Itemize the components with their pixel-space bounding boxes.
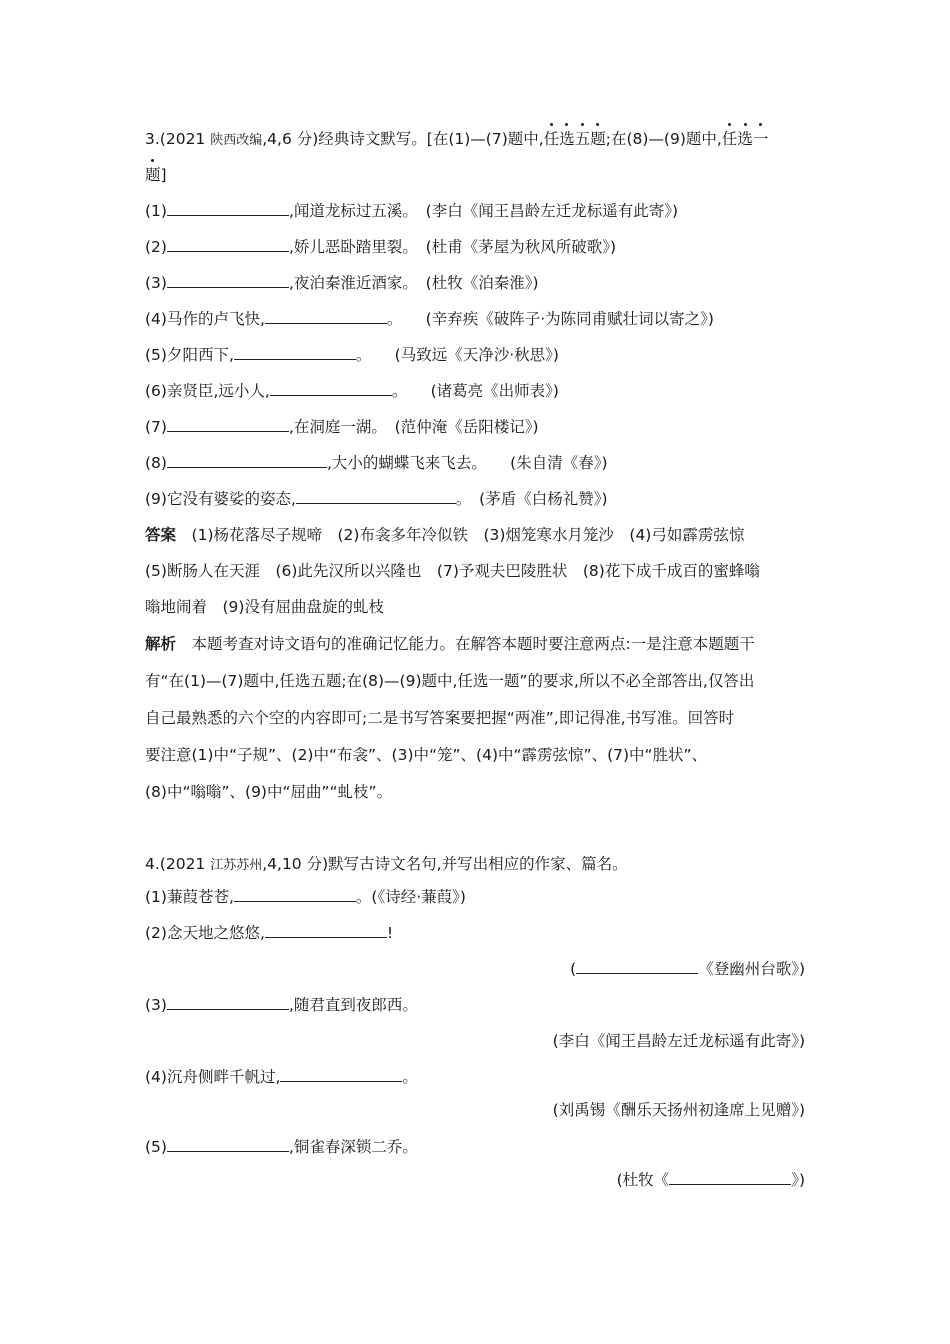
q4-item-text: 。 bbox=[402, 1068, 418, 1086]
q4-item-3 bbox=[145, 994, 418, 1016]
analysis-text: (8)中“嗡嗡”、(9)中“屈曲”“虬枝”。 bbox=[145, 783, 393, 801]
q3-analysis-line-2 bbox=[145, 670, 754, 692]
analysis-text: 有“在(1)—(7)题中,任选五题;在(8)—(9)题中,任选一题”的要求,所以不必全部答出,仅答出 bbox=[145, 672, 755, 690]
answer-blank[interactable] bbox=[234, 345, 356, 360]
q4-source-year: (2021 bbox=[159, 855, 211, 873]
q4-item-text: ! bbox=[386, 924, 394, 942]
q3-title-mid: ;在(8)—(9)题中, bbox=[605, 130, 722, 148]
q3-item-prefix: (4)马作的卢飞快, bbox=[145, 310, 265, 328]
q3-answer-line-1 bbox=[145, 524, 744, 546]
q3-item-5 bbox=[145, 344, 559, 366]
q3-item-8 bbox=[145, 452, 608, 474]
q4-item-4 bbox=[145, 1066, 418, 1088]
author-blank[interactable] bbox=[576, 959, 698, 974]
q3-item-source: (茅盾《白杨礼赞》) bbox=[479, 490, 608, 508]
q3-item-text: ,闻道龙标过五溪。 bbox=[288, 202, 411, 220]
analysis-text: 要注意(1)中“子规”、(2)中“布衾”、(3)中“笼”、(4)中“霹雳弦惊”、(7)中“胜状”、 bbox=[145, 746, 708, 764]
emph-char: 选 bbox=[737, 130, 753, 148]
q3-analysis-line-4 bbox=[145, 744, 707, 766]
q3-item-source: (李白《闻王昌龄左迁龙标遥有此寄》) bbox=[425, 202, 679, 220]
q4-item-4-source bbox=[553, 1099, 805, 1121]
answer-blank[interactable] bbox=[265, 309, 387, 324]
q4-item-prefix: (1)蒹葭苍苍, bbox=[145, 888, 234, 906]
q3-item-prefix: (9)它没有婆娑的姿态, bbox=[145, 490, 296, 508]
q4-item-text: 。(《诗经·蒹葭》) bbox=[355, 888, 466, 906]
q4-source-suffix: 《登幽州台歌》) bbox=[698, 960, 805, 978]
q3-item-source: (辛弃疾《破阵子·为陈同甫赋壮词以寄之》) bbox=[425, 310, 714, 328]
q3-item-7 bbox=[145, 416, 539, 438]
q3-source-year: (2021 bbox=[159, 130, 211, 148]
q3-item-prefix: (6)亲贤臣,远小人, bbox=[145, 382, 270, 400]
q3-item-text: 。 bbox=[355, 346, 364, 364]
q3-analysis-line-3 bbox=[145, 707, 734, 729]
q4-item-prefix: (2)念天地之悠悠, bbox=[145, 924, 265, 942]
q3-item-source: (诸葛亮《出师表》) bbox=[430, 382, 559, 400]
q3-title-text: 经典诗文默写。[在(1)—(7)题中, bbox=[318, 130, 544, 148]
q3-analysis-line-5 bbox=[145, 781, 392, 803]
q4-item-5 bbox=[145, 1136, 418, 1158]
answer-blank[interactable] bbox=[280, 1067, 402, 1082]
q3-item-source: (朱自清《春》) bbox=[510, 454, 608, 472]
q4-item-prefix: (3) bbox=[145, 996, 167, 1014]
answer-text: (5)断肠人在天涯 (6)此先汉所以兴隆也 (7)予观夫巴陵胜状 (8)花下成千成百的蜜蜂嗡 bbox=[145, 562, 760, 580]
answer-blank[interactable] bbox=[167, 273, 289, 288]
q4-source: (李白《闻王昌龄左迁龙标遥有此寄》) bbox=[552, 1032, 805, 1050]
emph-char: 五 bbox=[574, 130, 591, 148]
answer-text: (1)杨花落尽子规啼 (2)布衾多年冷似铁 (3)烟笼寒水月笼沙 (4)弓如霹雳弦惊 bbox=[191, 526, 745, 544]
q4-item-text: ,随君直到夜郎西。 bbox=[288, 996, 418, 1014]
q4-source: (刘禹锡《酬乐天扬州初逢席上见赠》) bbox=[552, 1101, 805, 1119]
answer-text: 嗡地闹着 (9)没有屈曲盘旋的虬枝 bbox=[145, 598, 384, 616]
q4-source-prefix: (杜牧《 bbox=[616, 1171, 670, 1189]
q3-item-text: ,夜泊秦淮近酒家。 bbox=[288, 274, 411, 292]
q3-source-place: 陕西改编 bbox=[210, 133, 263, 148]
q3-title-cont bbox=[145, 164, 167, 186]
q4-item-text: ,铜雀春深锁二乔。 bbox=[288, 1138, 418, 1156]
q4-item-1 bbox=[145, 886, 466, 908]
q4-title-text: 默写古诗文名句,并写出相应的作家、篇名。 bbox=[328, 855, 628, 873]
q4-title bbox=[145, 853, 628, 877]
q3-source-score: ,4,6 分) bbox=[262, 130, 319, 148]
q3-item-prefix: (1) bbox=[145, 202, 167, 220]
q3-analysis-line-1 bbox=[145, 633, 755, 655]
answer-blank[interactable] bbox=[167, 453, 327, 468]
answer-blank[interactable] bbox=[167, 1137, 289, 1152]
emph-char: 任 bbox=[543, 130, 560, 148]
q4-source-suffix: 》) bbox=[791, 1171, 805, 1189]
analysis-text: 本题考查对诗文语句的准确记忆能力。在解答本题时要注意两点:一是注意本题题干 bbox=[191, 635, 755, 653]
q3-item-prefix: (3) bbox=[145, 274, 167, 292]
analysis-label: 解析 bbox=[145, 635, 177, 653]
answer-label: 答案 bbox=[145, 526, 177, 544]
emph-char: 任 bbox=[721, 130, 738, 148]
answer-blank[interactable] bbox=[296, 489, 456, 504]
q3-item-6 bbox=[145, 380, 559, 402]
q3-item-4 bbox=[145, 308, 714, 330]
q3-item-1 bbox=[145, 200, 678, 222]
q3-number: 3. bbox=[145, 130, 160, 148]
analysis-text: 自己最熟悉的六个空的内容即可;二是书写答案要把握“两准”,即记得准,书写准。回答时 bbox=[145, 709, 735, 727]
q3-title bbox=[145, 128, 768, 152]
q3-item-text: 。 bbox=[455, 490, 464, 508]
q3-answer-line-3 bbox=[145, 596, 384, 618]
q4-item-prefix: (4)沉舟侧畔千帆过, bbox=[145, 1068, 281, 1086]
q4-source-place: 江苏苏州 bbox=[210, 858, 263, 873]
q3-item-source: (范仲淹《岳阳楼记》) bbox=[394, 418, 539, 436]
q3-item-2 bbox=[145, 236, 616, 258]
q3-item-text: 。 bbox=[386, 310, 395, 328]
q4-number: 4. bbox=[145, 855, 160, 873]
q3-item-prefix: (7) bbox=[145, 418, 167, 436]
answer-blank[interactable] bbox=[265, 923, 387, 938]
q4-source-prefix: ( bbox=[570, 960, 577, 978]
q3-title-end: ] bbox=[160, 166, 167, 184]
q4-item-2 bbox=[145, 922, 393, 944]
answer-blank[interactable] bbox=[167, 417, 289, 432]
emph-char: 一 bbox=[752, 130, 769, 148]
q3-item-source: (马致远《天净沙·秋思》) bbox=[394, 346, 559, 364]
title-blank[interactable] bbox=[669, 1170, 791, 1185]
q4-item-3-source bbox=[553, 1030, 805, 1052]
emph-char: 题 bbox=[590, 130, 606, 148]
answer-blank[interactable] bbox=[167, 995, 289, 1010]
answer-blank[interactable] bbox=[167, 201, 289, 216]
q3-item-text: 。 bbox=[391, 382, 400, 400]
q3-answer-line-2 bbox=[145, 560, 760, 582]
q3-item-prefix: (5)夕阳西下, bbox=[145, 346, 234, 364]
answer-blank[interactable] bbox=[167, 237, 289, 252]
q3-item-source: (杜牧《泊秦淮》) bbox=[425, 274, 539, 292]
answer-blank[interactable] bbox=[270, 381, 392, 396]
q4-item-5-source bbox=[617, 1169, 805, 1191]
q4-source-score: ,4,10 分) bbox=[262, 855, 329, 873]
q3-item-text: ,娇儿恶卧踏里裂。 bbox=[288, 238, 411, 256]
q3-item-text: ,在洞庭一湖。 bbox=[288, 418, 380, 436]
q4-item-prefix: (5) bbox=[145, 1138, 167, 1156]
emph-char: 题 bbox=[145, 166, 161, 184]
q3-item-3 bbox=[145, 272, 539, 294]
q3-item-9 bbox=[145, 488, 608, 510]
q3-item-prefix: (2) bbox=[145, 238, 167, 256]
q4-item-2-source bbox=[570, 958, 805, 980]
answer-blank[interactable] bbox=[234, 887, 356, 902]
q3-item-source: (杜甫《茅屋为秋风所破歌》) bbox=[425, 238, 617, 256]
q3-item-text: ,大小的蝴蝶飞来飞去。 bbox=[326, 454, 480, 472]
emph-char: 选 bbox=[559, 130, 575, 148]
q3-item-prefix: (8) bbox=[145, 454, 167, 472]
